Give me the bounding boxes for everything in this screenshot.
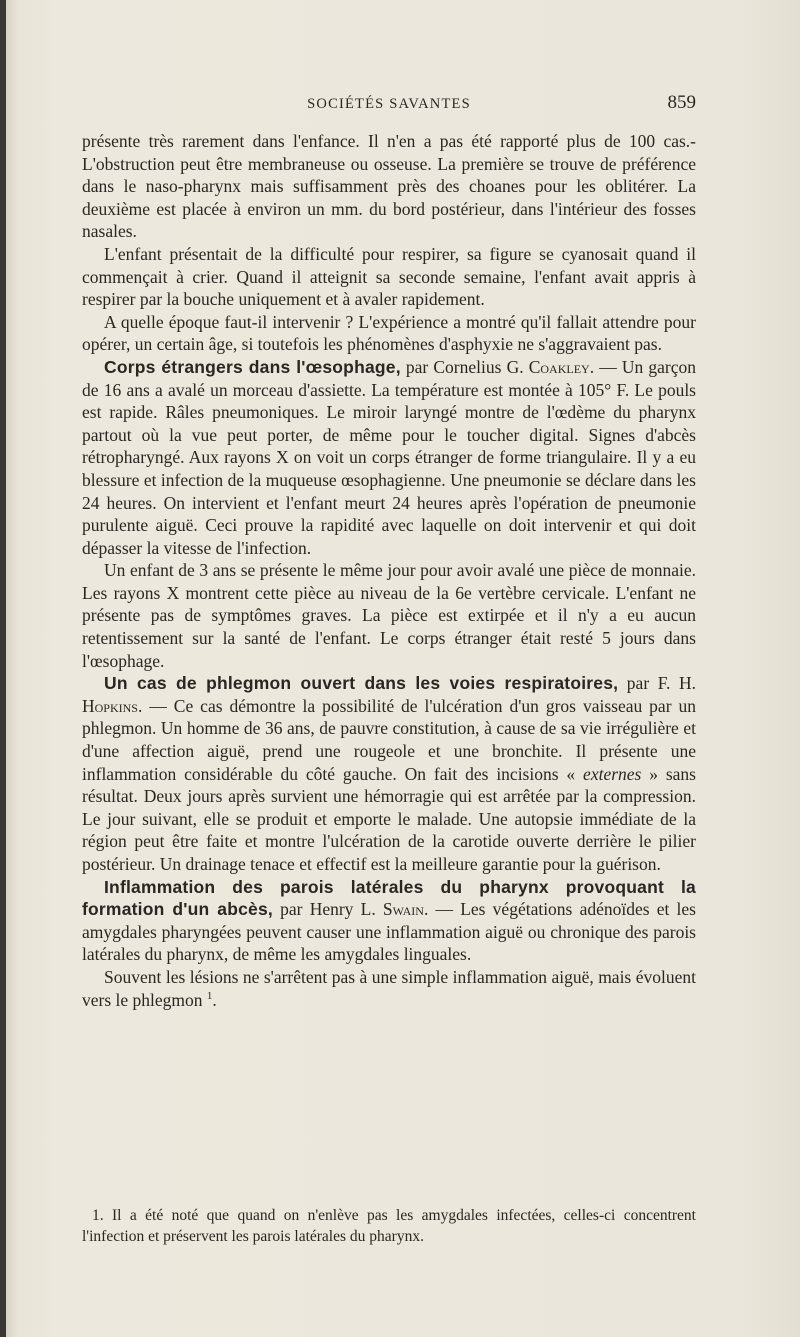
section-author: Hopkins [82,695,138,716]
paragraph-2: L'enfant présentait de la difficulté pour respirer, sa figure se cyanosait quand il commençait à crier. Quand il atteignit sa seconde semaine, l'enfant avait appris à respirer par la bouche uniquement et à avaler rapidement. [82,243,696,310]
section-pharynx-inflammation [82,876,696,966]
section-title: Un cas de phlegmon ouvert dans les voies respiratoires, [104,673,619,694]
section-foreign-bodies [82,356,696,559]
section-author: Coakley [528,356,590,377]
section-phlegmon [82,672,696,875]
paragraph-coin-case: Un enfant de 3 ans se présente le même jour pour avoir avalé une pièce de monnaie. Les rayons X montrent cette pièce au niveau de la 6e vertèbre cervicale. L'enfant ne présente pas de symptômes graves. La pièce est extirpée et il n'y a eu aucun retentissement sur la santé de l'enfant. Le corps étranger était resté 5 jours dans l'œsophage. [82,560,696,671]
section-author: Swain [382,899,424,920]
paragraph-end: . [212,989,217,1010]
section-text: . — Un garçon de 16 ans a avalé un morceau d'assiette. La température est montée à 105° F. Le pouls est rapide. Râles pneumoniques. Le miroir laryngé montre de l'œdème du pharynx partout où la vue peut porter, de même pour le toucher digital. Signes d'abcès rétropharyngé. Aux rayons X on voit un corps étranger de forme triangulaire. Il y a eu blessure et infection de la muqueuse œsophagienne. Une pneumonie se déclare dans les 24 heures. On intervient et l'enfant meurt 24 heures après l'opération de pneumonie purulente aiguë. Ceci prouve la rapidité avec laquelle on doit intervenir et qui doit dépasser la vitesse de l'infection. [82,356,696,558]
section-text: . — Ce cas démontre la possibilité de l'ulcération d'un gros vaisseau par un phlegmon. Un homme de 36 ans, de pauvre constitution, à cause de sa vie irrégulière et d'une affection aiguë, prend une rougeole et une bronchite. Il présente une inflammation considérable du côté gauche. On fait des incisions « [82,695,696,784]
footnote-text: 1. Il a été noté que quand on n'enlève pas les amygdales infectées, celles-ci concentrent l'infection et préservent les parois latérales du pharynx. [82,1207,696,1245]
running-head: SOCIÉTÉS SAVANTES [307,96,471,112]
binding-edge [0,0,6,1337]
section-text: » sans résultat. Deux jours après survient une hémorragie qui est arrêtée par la compression. Le jour suivant, elle se produit et emporte le malade. Une autopsie immédiate de la région peut être faite et montre l'ulcération de la carotide ouverte derrière le pilier postérieur. Un drainage tenace et effectif est la meilleure garantie pour la guérison. [82,763,696,874]
italic-term: externes [583,763,642,784]
paragraph-1: présente très rarement dans l'enfance. Il n'en a pas été rapporté plus de 100 cas.- L'obstruction peut être membraneuse ou osseuse. La première se trouve de préférence dans le naso-pharynx mais suffisamment près des choanes pour les oblitérer. La deuxième est placée à environ un mm. du bord postérieur, dans l'intérieur des fosses nasales. [82,131,696,242]
article-body [82,130,696,1011]
section-byline: par Cornelius G. [400,356,529,377]
paragraph-text: Souvent les lésions ne s'arrêtent pas à une simple inflammation aiguë, mais évoluent vers le phlegmon [82,966,696,1010]
section-title: Corps étrangers dans l'œsophage, [104,356,401,377]
section-text: . — Les végétations adénoïdes et les amygdales pharyngées peuvent causer une inflammation aiguë ou chronique des parois latérales du pharynx, de même les amygdales linguales. [82,899,696,965]
section-title: Inflammation des parois latérales du pharynx provoquant la formation d'un abcès, [82,876,696,920]
section-byline: par Henry L. [272,899,383,920]
paragraph-lesions [82,966,696,1011]
page-number: 859 [667,92,696,113]
footnote-ref[interactable]: 1 [206,989,213,1002]
page-header [82,92,696,122]
paragraph-3: A quelle époque faut-il intervenir ? L'expérience a montré qu'il fallait attendre pour opérer, un certain âge, si toutefois les phénomènes d'asphyxie ne s'aggravaient pas. [82,311,696,355]
section-byline: par F. H. [618,673,696,694]
footnote [82,1206,696,1247]
